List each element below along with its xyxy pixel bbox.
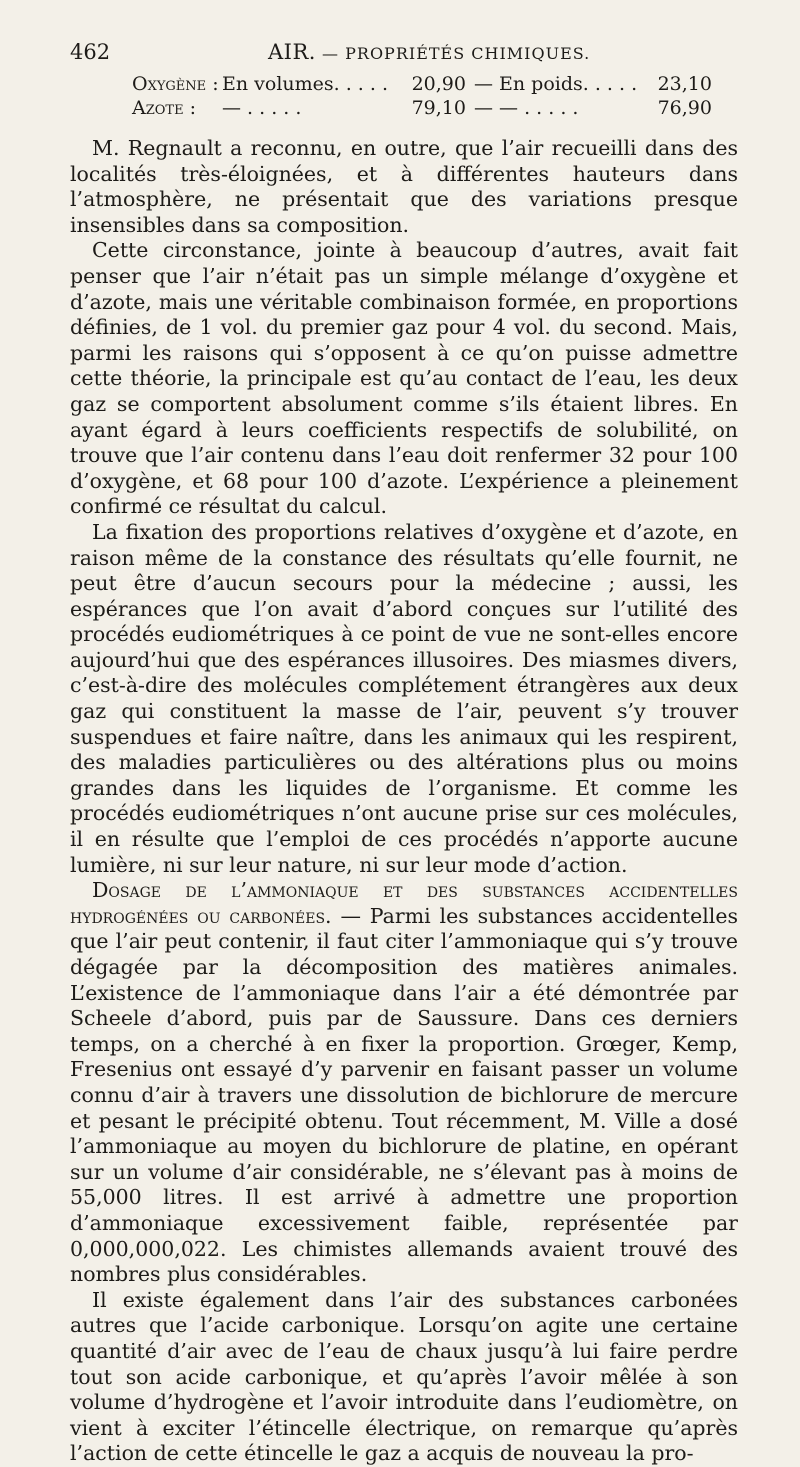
element-name: Azote : [132,97,197,119]
composition-row-oxygen [132,72,738,96]
volume-value: 79,10 [411,97,466,119]
weight-value: 76,90 [657,97,712,119]
running-title-sub: — PROPRIÉTÉS CHIMIQUES. [315,44,591,63]
composition-row-nitrogen [132,96,738,120]
body-text [70,136,738,1467]
composition-table [132,72,738,120]
weight-value: 23,10 [657,73,712,95]
running-title [268,40,590,64]
section-heading: Dosage de l’ammoniaque et des substances accidentelles hydrogénées ou carbonées. [70,878,738,928]
page-number: 462 [70,40,111,64]
paragraph-eudiometry: La fixation des proportions relatives d’oxygène et d’azote, en raison même de la constance des résultats qu’elle fournit, ne peut être d’aucun secours pour la médecine ; aussi, les espérances que l’on avait d’abord conçues sur l’utilité des procédés eudiométriques à ce point de vue ne sont-elles encore aujourd’hui que des espérances illusoires. Des miasmes divers, c’est-à-dire des molécules complétement étrangères aux deux gaz qui constituent la masse de l’air, peuvent s’y trouver suspendues et faire naître, dans les animaux qui les respirent, des maladies particulières ou des altérations plus ou moins grandes dans les liquides de l’organisme. Et comme les procédés eudiométriques n’ont aucune prise sur ces molécules, il en résulte que l’emploi de ces procédés n’apporte aucune lumière, ni sur leur nature, ni sur leur mode d’action. [70,519,738,877]
weight-label: — — . . . . . [474,97,579,119]
running-title-main: AIR. [268,40,316,64]
paragraph-ammonia-text: — Parmi les substances accidentelles que l’air peut contenir, il faut citer l’ammoniaque qui s’y trouve dégagée par la décomposition des matières animales. L’existence de l’ammoniaque dans l’air a été démontrée par Scheele d’abord, puis par de Saussure. Dans ces derniers temps, on a cherché à en fixer la proportion. Grœger, Kemp, Fresenius ont essayé d’y parvenir en faisant passer un volume connu d’air à travers une dissolution de bichlorure de mercure et pesant le précipité obtenu. Tout récemment, M. Ville a dosé l’ammoniaque au moyen du bichlorure de platine, en opérant sur un volume d’air considérable, ne s’élevant pas à moins de 55,000 litres. Il est arrivé à admettre une proportion d’ammoniaque excessivement faible, représentée par 0,000,000,022. Les chimistes allemands avaient trouvé des nombres plus considérables. [70,903,738,1287]
weight-label: — En poids. . . . . [474,73,638,95]
paragraph-carbon-substances: Il existe également dans l’air des substances carbonées autres que l’acide carbonique. Lorsqu’on agite une certaine quantité d’air avec de l’eau de chaux jusqu’à lui faire perdre tout son acide carbonique, et qu’après l’avoir mêlée à son volume d’hydrogène et l’avoir introduite dans l’eudiomètre, on vient à exciter l’étincelle électrique, on remarque qu’après l’action de cette étincelle le gaz a acquis de nouveau la pro- [70,1287,738,1466]
volume-value: 20,90 [411,73,466,95]
volume-label: En volumes. . . . . [222,73,388,95]
paragraph-combination-theory: Cette circonstance, jointe à beaucoup d’autres, avait fait penser que l’air n’était pas un simple mélange d’oxygène et d’azote, mais une véritable combinaison formée, en proportions définies, de 1 vol. du premier gaz pour 4 vol. du second. Mais, parmi les raisons qui s’opposent à ce qu’on puisse admettre cette théorie, la principale est qu’au contact de l’eau, les deux gaz se comportent absolument comme s’ils étaient libres. En ayant égard à leurs coefficients respectifs de solubilité, on trouve que l’air contenu dans l’eau doit renfermer 32 pour 100 d’oxygène, et 68 pour 100 d’azote. L’expérience a pleinement confirmé ce résultat du calcul. [70,238,738,519]
volume-label: — . . . . . [222,97,302,119]
book-page [70,40,738,1467]
paragraph-regnault: M. Regnault a reconnu, en outre, que l’air recueilli dans des localités très-éloignées, et à différentes hauteurs dans l’atmosphère, ne présentait que des variations presque insensibles dans sa composition. [70,136,738,237]
paragraph-ammonia [70,878,738,1288]
page-header [70,40,738,72]
element-name: Oxygène : [132,73,219,95]
